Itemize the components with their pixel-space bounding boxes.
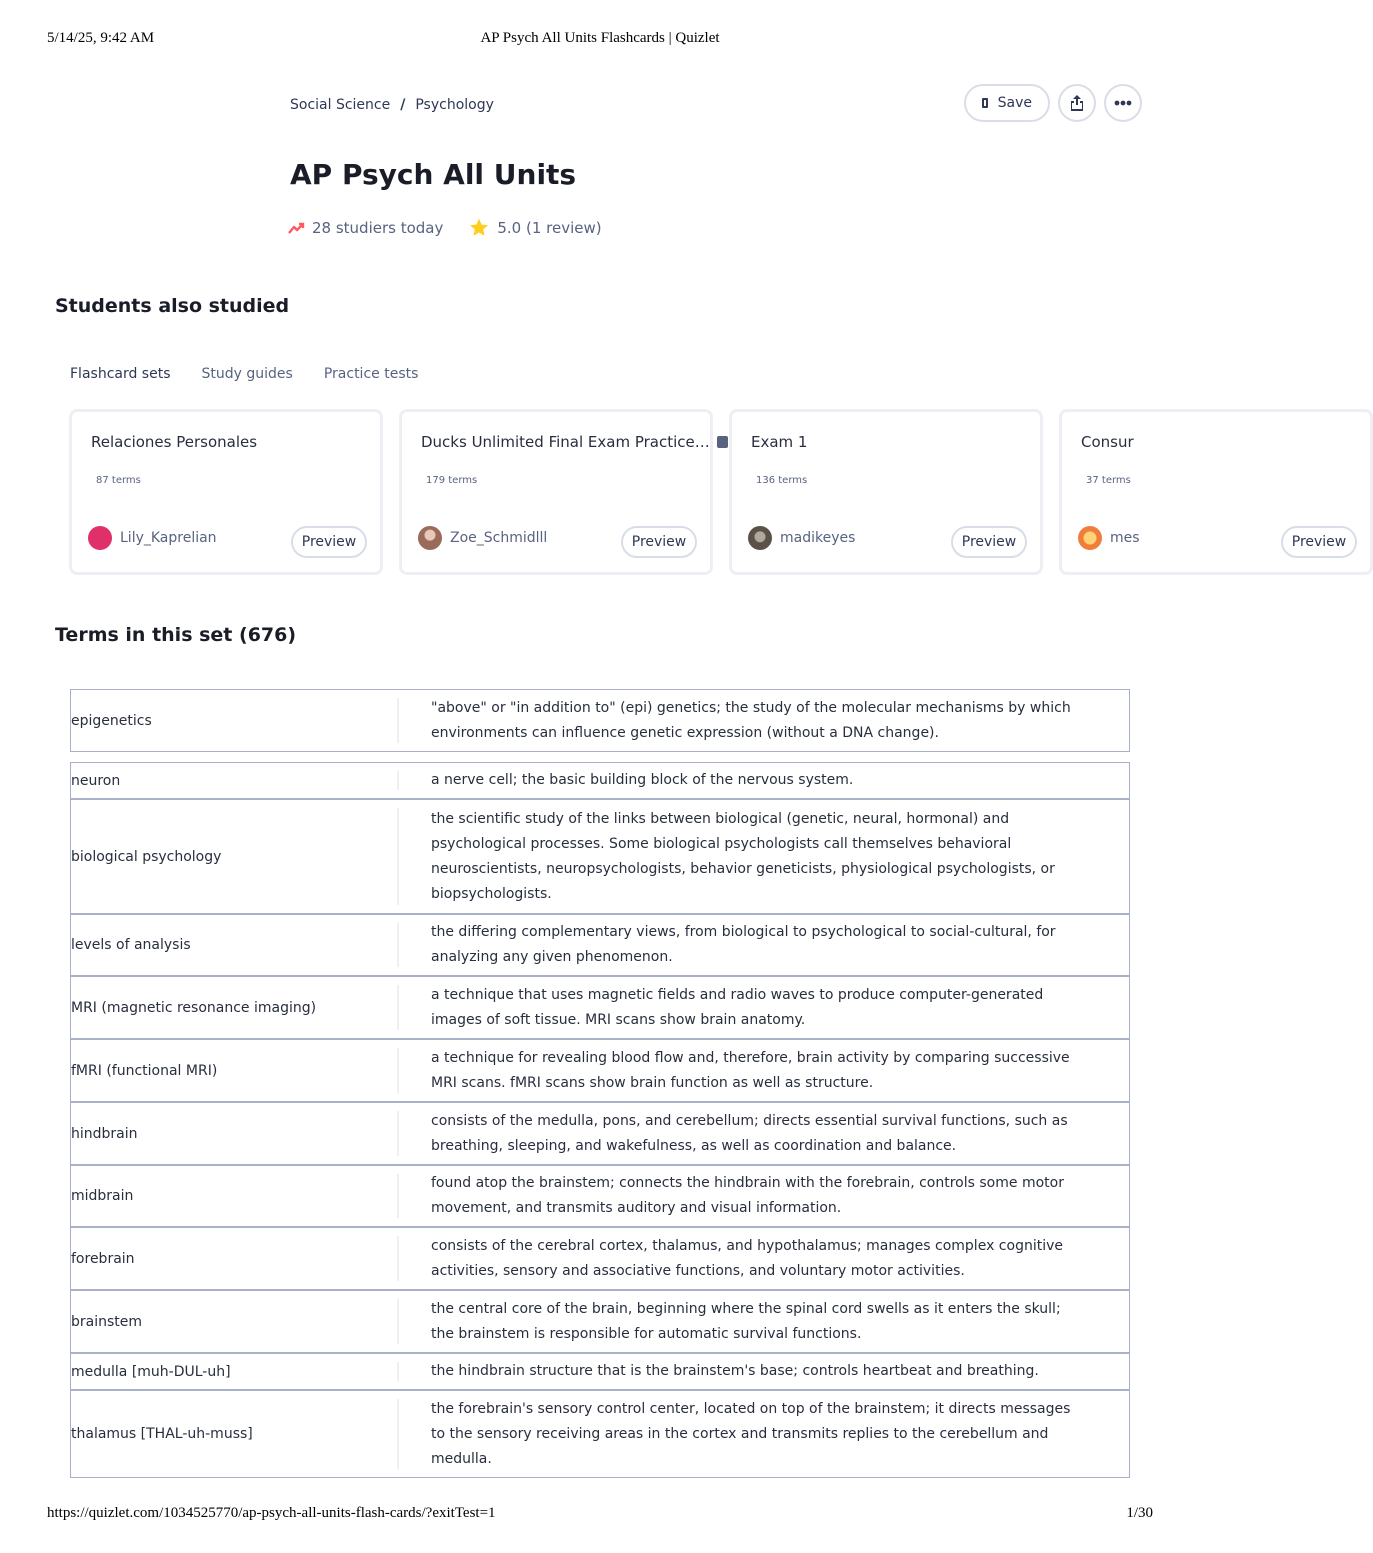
term-definition: "above" or "in addition to" (epi) genetics; the study of the molecular mechanisms by which environments can influence genetic expression (without a DNA change). xyxy=(431,699,1071,741)
term-divider xyxy=(397,1236,399,1281)
term-row xyxy=(70,1227,1130,1290)
print-datetime: 5/14/25, 9:42 AM xyxy=(47,30,155,46)
term-row xyxy=(70,1039,1130,1102)
set-card[interactable] xyxy=(69,409,383,575)
term-word: neuron xyxy=(71,772,121,789)
term-row xyxy=(70,762,1130,799)
bookmark-icon xyxy=(982,98,988,108)
rating-stat[interactable] xyxy=(469,218,601,237)
term-divider xyxy=(397,985,399,1030)
set-card-term-count: 87 terms xyxy=(96,475,141,486)
set-card-title: Exam 1 xyxy=(751,433,808,451)
avatar xyxy=(88,526,112,550)
breadcrumb xyxy=(290,97,494,113)
print-doc-title: AP Psych All Units Flashcards | Quizlet xyxy=(480,30,720,46)
term-definition: found atop the brainstem; connects the hindbrain with the forebrain, controls some motor movement, and transmits auditory and visual information. xyxy=(431,1175,1064,1216)
preview-button[interactable]: Preview xyxy=(951,526,1027,558)
set-card-author-name: Zoe_Schmidlll xyxy=(450,530,548,546)
set-card-title: Consur xyxy=(1081,433,1134,451)
term-row xyxy=(70,914,1130,976)
tab-flashcard-sets[interactable]: Flashcard sets xyxy=(70,366,171,382)
study-guide-icon xyxy=(717,436,728,448)
term-word: fMRI (functional MRI) xyxy=(71,1062,218,1079)
term-definition: the forebrain's sensory control center, located on top of the brainstem; it directs messages to the sensory receiving areas in the cortex and transmits replies to the cerebellum and medulla. xyxy=(431,1400,1071,1467)
term-divider xyxy=(397,698,399,743)
term-definition: a technique that uses magnetic fields and radio waves to produce computer-generated images of soft tissue. MRI scans show brain anatomy. xyxy=(431,986,1044,1028)
share-button[interactable] xyxy=(1058,84,1096,122)
term-word: brainstem xyxy=(71,1313,143,1330)
preview-button[interactable]: Preview xyxy=(1281,526,1357,558)
term-divider xyxy=(397,1048,399,1093)
set-card-author[interactable] xyxy=(1078,526,1140,550)
term-divider xyxy=(397,1111,399,1156)
also-studied-carousel xyxy=(69,409,1347,575)
more-options-icon xyxy=(1114,100,1132,106)
term-word: midbrain xyxy=(71,1188,134,1204)
save-button-label: Save xyxy=(997,95,1032,111)
star-icon xyxy=(469,218,489,237)
term-row xyxy=(70,976,1130,1039)
term-divider xyxy=(397,1174,399,1218)
term-definition: a technique for revealing blood flow and, therefore, brain activity by comparing successive MRI scans. fMRI scans show brain function as well as structure. xyxy=(431,1049,1070,1091)
also-studied-tabs xyxy=(70,366,418,382)
set-card-term-count: 136 terms xyxy=(756,475,808,486)
tab-practice-tests[interactable]: Practice tests xyxy=(323,366,419,382)
term-definition: a nerve cell; the basic building block of the nervous system. xyxy=(431,772,854,788)
set-card-term-count: 179 terms xyxy=(426,475,478,486)
tab-study-guides[interactable]: Study guides xyxy=(201,366,293,382)
print-url: https://quizlet.com/1034525770/ap-psych-all-units-flash-cards/?exitTest=1 xyxy=(47,1505,496,1521)
term-row xyxy=(70,1290,1130,1353)
print-header xyxy=(0,30,1200,50)
term-word: forebrain xyxy=(71,1250,135,1267)
term-row xyxy=(70,1165,1130,1227)
preview-button[interactable]: Preview xyxy=(621,526,697,558)
term-divider xyxy=(397,923,399,967)
more-options-button[interactable] xyxy=(1104,84,1142,122)
term-definition: consists of the cerebral cortex, thalamus, and hypothalamus; manages complex cognitive activities, sensory and associative functions, and voluntary motor activities. xyxy=(431,1237,1063,1279)
also-studied-heading: Students also studied xyxy=(55,295,290,317)
set-card-author[interactable] xyxy=(88,526,217,550)
set-stats xyxy=(288,218,602,237)
share-icon xyxy=(1068,94,1086,112)
studiers-today: 28 studiers today xyxy=(312,218,444,237)
term-definition: the scientific study of the links between biological (genetic, neural, hormonal) and psychological processes. Some biological psychologists call themselves behavioral neuroscientists, neuropsychologists, behavior geneticists, physiological psychologists, or biopsychologists. xyxy=(431,810,1055,902)
set-card-term-count: 37 terms xyxy=(1086,475,1131,486)
term-divider xyxy=(397,1299,399,1344)
set-card-author-name: mes xyxy=(1110,530,1140,546)
set-card[interactable] xyxy=(1059,409,1373,575)
set-card[interactable] xyxy=(399,409,713,575)
print-page-number: 1/30 xyxy=(1126,1505,1153,1521)
term-divider xyxy=(397,808,399,905)
term-row xyxy=(70,1102,1130,1165)
set-actions xyxy=(964,84,1142,122)
save-button[interactable] xyxy=(964,84,1050,122)
set-card[interactable] xyxy=(729,409,1043,575)
term-divider xyxy=(397,1399,399,1469)
term-word: biological psychology xyxy=(71,848,222,865)
avatar xyxy=(1078,526,1102,550)
set-card-author[interactable] xyxy=(748,526,855,550)
set-card-title xyxy=(421,433,711,451)
terms-heading: Terms in this set (676) xyxy=(55,624,297,646)
breadcrumb-separator: / xyxy=(400,97,406,113)
print-footer xyxy=(0,1505,1200,1525)
avatar xyxy=(418,526,442,550)
term-row xyxy=(70,1353,1130,1390)
avatar xyxy=(748,526,772,550)
term-word: MRI (magnetic resonance imaging) xyxy=(71,999,317,1016)
term-row xyxy=(70,689,1130,752)
term-word: thalamus [THAL-uh-muss] xyxy=(71,1426,253,1442)
studiers-stat xyxy=(288,219,443,237)
rating-text: 5.0 (1 review) xyxy=(497,218,602,237)
term-divider xyxy=(397,771,399,790)
set-card-title-text: Ducks Unlimited Final Exam Practice… xyxy=(421,433,710,451)
trending-icon xyxy=(288,222,304,234)
term-word: hindbrain xyxy=(71,1125,138,1142)
term-row xyxy=(70,1390,1130,1478)
breadcrumb-psychology[interactable]: Psychology xyxy=(415,97,494,113)
term-definition: consists of the medulla, pons, and cerebellum; directs essential survival functions, such as breathing, sleeping, and wakefulness, as well as coordination and balance. xyxy=(431,1112,1068,1154)
set-card-author-name: madikeyes xyxy=(780,530,856,546)
preview-button[interactable]: Preview xyxy=(291,526,367,558)
term-word: medulla [muh-DUL-uh] xyxy=(71,1363,231,1380)
term-divider xyxy=(397,1362,399,1381)
breadcrumb-social-science[interactable]: Social Science xyxy=(290,97,391,113)
term-row xyxy=(70,799,1130,914)
term-definition: the central core of the brain, beginning where the spinal cord swells as it enters the skull; the brainstem is responsible for automatic survival functions. xyxy=(431,1300,1061,1342)
term-word: epigenetics xyxy=(71,712,152,729)
set-card-author-name: Lily_Kaprelian xyxy=(120,530,217,546)
page-title: AP Psych All Units xyxy=(290,158,577,191)
set-card-title: Relaciones Personales xyxy=(91,433,258,451)
term-definition: the hindbrain structure that is the brainstem's base; controls heartbeat and breathing. xyxy=(431,1363,1039,1379)
term-word: levels of analysis xyxy=(71,937,191,953)
set-card-author[interactable] xyxy=(418,526,547,550)
term-definition: the differing complementary views, from biological to psychological to social-cultural, for analyzing any given phenomenon. xyxy=(431,924,1056,965)
